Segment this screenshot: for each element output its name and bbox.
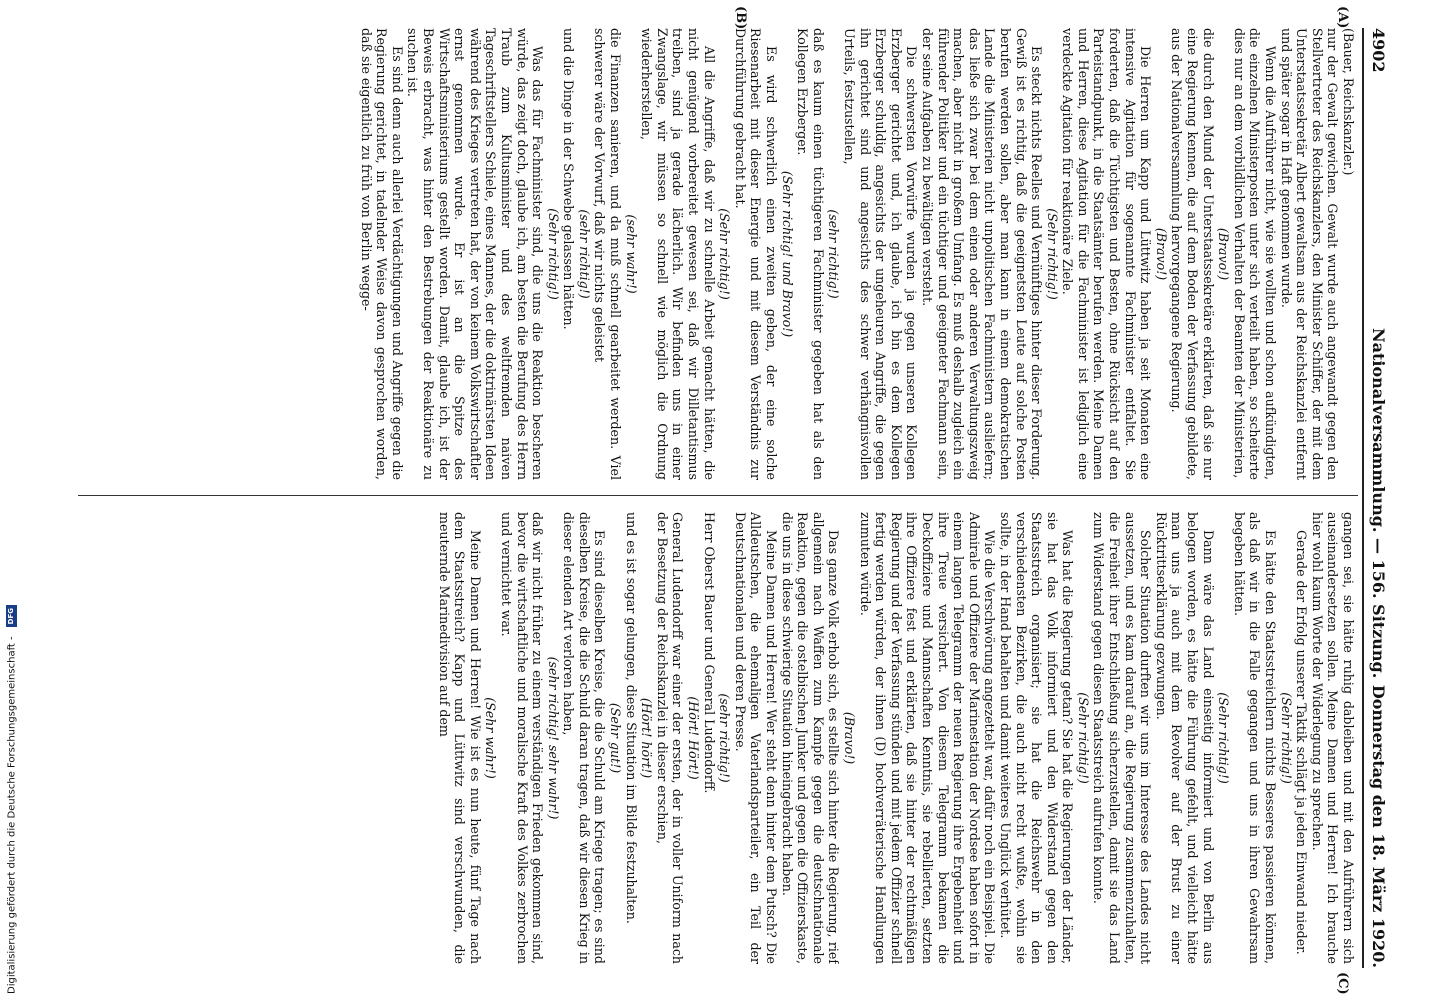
paragraph: nur der Gewalt gewichen. Gewalt wurde auch angewandt gegen den Stellvertreter des Reichskanzlers, den Minister Schiffer, der mit dem Unterstaatssekretär Albert gewaltsam aus der Reichskanzlei entfernt und später sogar in Haft genommen wurde. [1278, 28, 1341, 480]
rotated-page-content [68, 6, 1388, 995]
reaction-note: (Bravo!) [842, 711, 857, 765]
session-title: Nationalversammlung. — 156. Sitzung. [1369, 328, 1388, 679]
paragraph: Dann wäre das Land einseitig informiert und von Berlin aus belogen worden, es hätte die Führung gefehlt, und vielleicht hätte man uns ja auch mit dem Revolver auf der Brust zu einer Rücktrittserklärung gezwungen. [1153, 512, 1216, 964]
paragraph: Solcher Situation durften wir uns im Interesse des Landes nicht aussetzen, und es kam darauf an, die Regierung zusammenzuhalten, die Freiheit ihrer Entschließung sicherzustellen, damit sie das Land zum Widerstand gegen diesen Staatsstreich aufrufen konnte. [1091, 512, 1154, 964]
reaction-note: (Sehr richtig!) [717, 208, 733, 300]
reaction-note: (Sehr gut!) [608, 702, 624, 774]
session-date: Donnerstag den 18. März 1920. [1369, 684, 1388, 968]
page-number: 4902 [1369, 28, 1388, 73]
paragraph: Meine Damen und Herren! Wie ist es nun heute, fünf Tage nach dem Staatsstreich? Kapp und Lüttwitz sind verschwunden, die meuternde Marinedivision auf dem [436, 512, 483, 964]
paragraph: Was das für Fachminister sind, die uns die Reaktion bescheren würde, das zeigt doch, glaube ich, am besten die Berufung des Herrn Traub zum Kultusminister und des weltfremden naiven Tageschriftstellers Schiele, eines Mannes, der die doktrinärsten Ideen während des Krieges vertreten hat, der von keinem Volkswirtschaftler ernst genommen wurde. Er ist an die Spitze des Wirtschaftsministeriums gestellt worden. Damit, glaube ich, ist der Beweis erbracht, was hinter den Bestrebungen der Reaktionäre zu suchen ist. [405, 28, 546, 480]
paragraph: General Ludendorff war einer der ersten, der in voller Uniform nach der Besetzung der Reichskanzlei in dieser erschien, [654, 512, 686, 964]
reaction-note: (Sehr richtig!) [1075, 692, 1091, 784]
paragraph: und es ist sogar gelungen, diese Situation im Bilde festzuhalten. [623, 512, 639, 924]
paragraph: Das ganze Volk erhob sich, es stellte sich hinter die Regierung, rief allgemein nach Waffen zum Kampfe gegen die deutschnationale Reaktion, gegen die ostelbischen Junker und gegen die Offizierskaste, die uns in diese schwierige Situation hineingebracht haben. [779, 512, 842, 964]
reaction-note: (sehr richtig!) [826, 209, 842, 299]
paragraph: die durch den Mund der Unterstaatssekretäre erklärten, daß sie nur eine Regierung kennen, die auf dem Boden der Verfassung gebildete, aus der Nationalversammlung hervorgegangene Regierung. [1169, 28, 1216, 480]
paragraph: Wie die Verschwörung angezettelt war, dafür noch ein Beispiel. Die Admirale und Offiziere der Marinestation der Nordsee haben sofort in einem langen Telegramm der neuen Regierung ihre Ergebenheit und ihre Treue versichert. Von diesem Telegramm bekamen die Deckoffiziere und Mannschaften Kenntnis, sie rebellierten, setzten ihre Offiziere fest und erklärten, daß sie hinter der rechtmäßigen Regierung und der Verfassung stünden und mit jedem Offizier schnell fertig werden würden, der ihnen (D) hochverräterische Handlungen zumuten würde. [857, 512, 998, 964]
reaction-note: (sehr richtig!) [717, 693, 733, 783]
right-text-column [76, 512, 1356, 964]
paragraph: daß es kaum einen tüchtigeren Fachminister gegeben hat als den Kollegen Erzberger. [795, 28, 826, 480]
paragraph: All die Angriffe, daß wir zu schnelle Arbeit gemacht hätten, die nicht genügend vorbereitet gewesen sei, daß wir Dilletantismus treiben, sind ja gerade lächerlich. Wir befinden uns in einer Zwangslage, wir müssen so schnell wie möglich die Ordnung wiederherstellen, [639, 28, 717, 480]
header-rule [1362, 28, 1364, 968]
speaker-line: Herr Oberst Bauer und General Ludendorff. [701, 512, 717, 794]
reaction-note: (Hört! Hört!) [686, 696, 702, 780]
reaction-note: (Sehr richtig!) [545, 208, 561, 300]
reaction-note: (Sehr richtig!) [1216, 692, 1232, 784]
reaction-note: (sehr richtig!) [576, 209, 592, 299]
page-header [1362, 28, 1388, 968]
paragraph: und die Dinge in der Schwebe gelassen hätten. [561, 28, 577, 330]
margin-mark-a: (A) [1335, 6, 1350, 29]
margin-mark-c: (C) [1335, 972, 1350, 995]
column-divider [78, 495, 1358, 496]
paragraph: daß wir nicht früher zu einem verständigen Frieden gekommen sind, bevor die wirtschaftliche und moralische Kraft des Volkes zerbrochen und vernichtet war. [498, 512, 546, 964]
paragraph: Die Herren um Kapp und Lüttwitz haben ja seit Monaten eine intensive Agitation für sogenannte Fachminister entfaltet. Sie forderten, daß die Tüchtigsten und Besten, ohne Rücksicht auf den Parteistandpunkt, in die Staatsämter berufen werden. Meine Damen und Herren, diese Agitation für die Fachminister ist lediglich eine verdeckte Agitation für reaktionäre Ziele. [1060, 28, 1154, 480]
paragraph: Es wird schwerlich einen zweiten geben, der eine solche Riesenarbeit mit dieser Energie und mit diesem Verständnis zur Durchführung gebracht hat. [732, 28, 780, 480]
reaction-note: (Hört! hört!) [639, 697, 655, 779]
paragraph: Meine Damen und Herren! Wer steht denn hinter dem Putsch? Die Alldeutschen, die ehemaligen Vaterlandsparteiler, ein Teil der Deutschnationalen und deren Presse. [732, 512, 780, 964]
reaction-note: (Bravo!) [1216, 227, 1232, 281]
dfg-logo-icon: DFG [6, 605, 17, 627]
paragraph: Die schwersten Vorwürfe wurden ja gegen unseren Kollegen Erzberger gerichtet und, ich glaube, ich bin es dem Kollegen Erzberger schuldig, angesichts der ungeheuren Angriffe, die gegen ihn gerichtet sind und angesichts des schwer verhängnisvollen Urteils, festzustellen, [842, 28, 920, 480]
reaction-note: (Bravo!) [1153, 227, 1169, 281]
paragraph: gangen sei, sie hätte ruhig dableiben und mit den Aufrührern sich auseinandersetzen sollen. Meine Damen und Herren! Ich brauche hier wohl kaum Worte der Widerlegung zu sprechen. [1309, 512, 1356, 964]
paragraph: Es sind denn auch allerlei Verdächtigungen und Angriffe gegen die Regierung gerichtet, in tadelnder Weise davon gesprochen worden, daß sie eigentlich zu früh von Berlin wegge- [358, 28, 405, 480]
reaction-note: (Sehr richtig!) [1278, 692, 1294, 784]
reaction-note: (sehr richtig! sehr wahr!) [545, 656, 561, 820]
paragraph: Was hat die Regierung getan? Sie hat die Regierungen der Länder, sie hat das Volk informiert und den Widerstand gegen den Staatsstreich organisiert; sie hat die Reichswehr in den verschiedensten Bezirken, die auch nicht recht wußte, wohin sie sollte, in der Hand behalten und damit weiteres Unglück verhütet. [997, 512, 1076, 964]
reaction-note: (Sehr richtig!) [1044, 208, 1060, 300]
reaction-note: (sehr wahr!) [623, 214, 639, 294]
digitization-credit-text: Digitalisierung gefördert durch die Deutsche Forschungsgemeinschaft - [6, 636, 18, 994]
speaker-line: (Bauer, Reichskanzler.) [1341, 28, 1356, 176]
reaction-note: (Sehr richtig! und Bravo!) [779, 170, 795, 338]
margin-mark-b: (B) [733, 6, 748, 30]
paragraph: Es sind dieselben Kreise, die die Schuld am Kriege tragen; es sind dieselben Kreise, die die Schuld daran tragen, daß wir diesen Krieg in dieser elenden Art verloren haben, [561, 512, 608, 964]
paragraph: Wenn die Aufrührer nicht, wie sie wollten und schon aufkündigten, die einzelnen Ministerposten unter sich verteilt haben, so scheiterte dies nur an dem vorbildlichen Verhalten der Beamten der Ministerien, [1231, 28, 1279, 480]
left-text-column [76, 28, 1356, 480]
paragraph: Gerade der Erfolg unserer Taktik schlägt ja jeden Einwand nieder. [1294, 530, 1310, 955]
digitization-credit [6, 0, 20, 994]
paragraph: Es steckt nichts Reelles und Vernünftiges hinter dieser Forderung. Gewiß ist es richtig, daß die geeignetsten Leute auf solche Posten berufen werden sollen, aber man kann in einem demokratischen Lande die Ministerien nicht unpolitischen Fachministern ausliefern; das ließe sich zwar bei dem einen oder anderen Verwaltungszweig machen, aber nicht in großem Umfang. Es muß deshalb zugleich ein führender Politiker und ein tüchtiger und geeigneter Fachmann sein, der seine Aufgaben zu bewältigen versteht. [919, 28, 1045, 480]
paragraph: die Finanzen sanieren, und da muß schnell gearbeitet werden. Viel schwerer wäre der Vorwurf, daß wir nichts geleistet [592, 28, 624, 480]
reaction-note: (Sehr wahr!) [483, 697, 499, 779]
paragraph: Es hätte den Staatsstreichlern nichts Besseres passieren können, als daß wir in die Falle gegangen und uns in ihren Gewahrsam begeben hätten. [1231, 512, 1279, 964]
